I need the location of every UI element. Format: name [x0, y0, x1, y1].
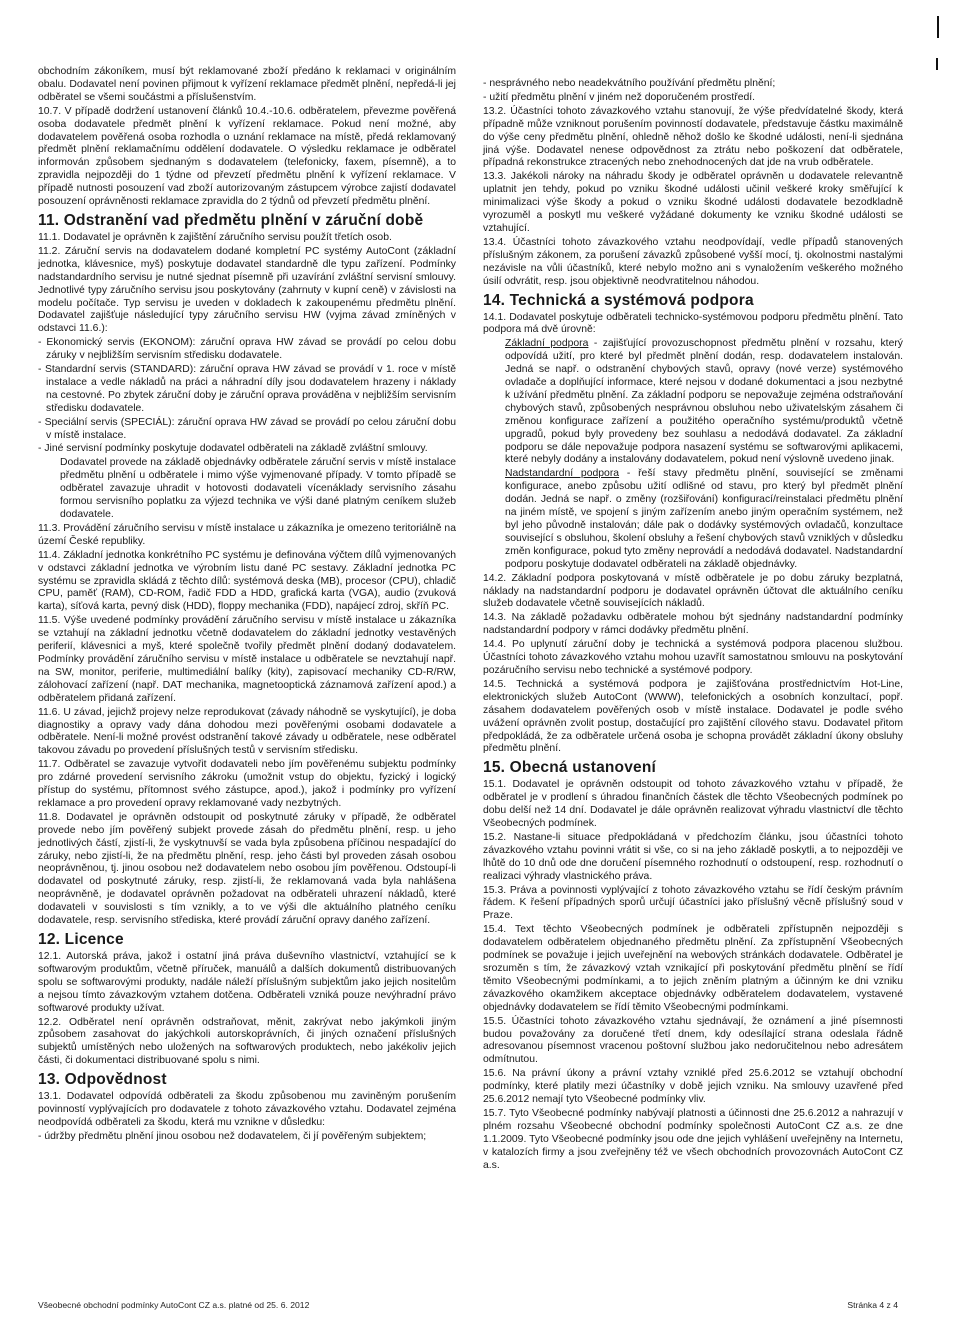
heading-section-12: 12. Licence [38, 931, 124, 948]
heading-section-11: 11. Odstranění vad předmětu plnění v záruční době [38, 211, 424, 229]
list-item-other: - Jiné servisní podmínky poskytuje dodavatel odběrateli na základě zvláštní smlouvy. [38, 443, 428, 455]
paragraph-14-4: 14.4. Po uplynutí záruční doby je technická a systémová podpora placenou službou. Účastníci tohoto závazkového vztahu mohou uzavřít samostatnou smlouvu na poskytování pozáručního servisu nebo technické a systémové podpory. [483, 639, 903, 676]
list-item-ekonom: - Ekonomický servis (EKONOM): záruční oprava HW závad se provádí po celou dobu záruky v nejbližším servisním středisku dodavatele. [38, 337, 456, 362]
text-zakladni-podpora: - zajišťující provozuschopnost předmětu plnění v rozsahu, který odpovídá užití, pro které byl předmět plnění dodán, resp. dodavatelem instalován. Jedná se např. o odstranění chybových stavů, opravy (nové verze) systémového ovladače a doplňující informace, které nejsou v dodané dokumentaci a jsou nezbytné k užívání předmětu plnění. Za základní podporu se nepovažuje zejména odstraňování chybových stavů, způsobených nesprávnou obsluhou nebo uživatelským zásahem či změnou konfigurace zařízení a použitého operačního systému/produktů včetně upgradů, pokud byly provedeny bez souhlasu a nedodává dodavatel. Za základní podporu se dále nepovažuje podpora nasazení systému se softwarovými aplikacemi, které nebyly dodány a instalovány dodavatelem, pokud není výslovně uvedeno jinak. [505, 338, 903, 466]
paragraph-15-5: 15.5. Účastníci tohoto závazkového vztahu sjednávají, že oznámení a jiné písemnosti budou považovány za doručené třetí dnem, kdy odesílající strana odeslala řádně adresovanou písemnost vracenou poštovní službou jako nedoručitelnou nebo adresátem odmítnutou. [483, 1015, 903, 1066]
paragraph-11-4: 11.4. Základní jednotka konkrétního PC systému je definována výčtem dílů vyjmenovaných v odstavci základní jednotka ve výrobním listu dané PC sestavy. Základní jednotka PC systému se zpravidla skládá z těchto dílů: systémová deska (MB), procesor (CPU), chladič CPU, paměť (RAM), CD-ROM, řadič FDD a HDD, grafická karta (VGA), audio (zvuková karta), síťová karta, pevný disk (HDD), floppy mechanika (FDD), napájecí zdroj, skříň PC. [38, 549, 456, 613]
paragraph-15-2: 15.2. Nastane-li situace předpokládaná v předchozím článku, jsou účastníci tohoto závazkového vztahu povinni vrátit si vše, co si na jeho základě poskytli, a to nejpozději ve lhůtě do 10 dnů ode dne doručení písemného rozhodnutí o odstoupení, resp. rozhodnutí o realizaci výhrady vlastnického práva. [483, 831, 903, 882]
paragraph-12-2: 12.2. Odběratel není oprávněn odstraňovat, měnit, zakrývat nebo jakýmkoli jiným způsobem zasahovat do jakýchkoli autorskoprávních, či jiných označení příslušných subjektů umístěných nebo uložených na softwarových produktech, nebo jakékoliv jejich části, či dokumentaci distribuované spolu s nimi. [38, 1016, 456, 1067]
paragraph-14-5: 14.5. Technická a systémová podpora je zajišťována prostřednictvím Hot-Line, elektronických služeb AutoCont (WWW), telefonických a osobních konzultací, popř. zásahem dodavatelem pověřených osob v místě instalace. Dodavatel je podle svého uvážení oprávněn zvolit postup, dostačující pro zajištění cílového stavu. Dodavatel přitom předpokládá, že za odběratele určená osoba je schopna provádět základní úkony obsluhy předmětu plnění. [483, 678, 903, 755]
paragraph-11-8: 11.8. Dodavatel je oprávněn odstoupit od poskytnuté záruky v případě, že odběratel provede nebo jím pověřený subjekt provede zásah do předmětu plnění, resp. u jeho jednotlivých částí, zjistí-li, že vyskytnuvší se vada byla způsobena příčinou nespadající do záruky, nebo zjistí-li, že na předmětu plnění, resp. jeho části byl proveden zásah osobou neoprávněnou, tj. jinou osobou než dodavatelem nebo osobou jím pověřenou. Odstoupí-li dodavatel od poskytnuté záruky, resp. zjistí-li, že reklamovaná vada byla nahlášena neoprávněně, je dodavatel oprávněn požadovat na odběrateli uhrazení nákladů, které dodavateli v souvislosti s tím vznikly, a to ve výši dle aktuálního platného ceníku dodavatele, resp. servisního střediska, které provádí záruční opravy daného zařízení. [38, 811, 456, 927]
heading-section-15: 15. Obecná ustanovení [483, 759, 657, 777]
label-zakladni-podpora: Základní podpora [505, 338, 589, 350]
text-nadstandardni-podpora: - řeší stavy předmětu plnění, související se změnami konfigurace, anebo způsobu užití odlišné od stavu, pro který byl předmět plnění dodán. Jedná se např. o změny (rozšiřování) konfigurací/reinstalaci předmětu plnění na jiném místě, ve spojení s jiným zařízením anebo jiným operačním systémem, než byl jeho původně instalován; dále pak o dodávky systémových ovladačů, konzultace související s obsluhou, školení obsluhy a řešení chybových stavů vzniklých v důsledku změn konfigurace, pokud tyto změny neprovádí a nedodává dodavatel. Nadstandardní podporu poskytuje dodavatel odběrateli na základě objednávky. [505, 468, 904, 570]
paragraph-14-1: 14.1. Dodavatel poskytuje odběrateli technicko-systémovou podporu předmětu plnění. Tato podpora má dvě úrovně: [483, 311, 903, 336]
paragraph-14-2: 14.2. Základní podpora poskytovaná v místě odběratele je po dobu záruky bezplatná, náklady na nadstandardní podporu je dodavatel oprávněn účtovat dle aktuálního ceníku služeb dodavatele včetně souvisejících nákladů. [483, 572, 903, 610]
heading-section-14: 14. Technická a systémová podpora [483, 291, 754, 309]
paragraph-nadstandardni-podpora [483, 468, 903, 571]
paragraph-14-3: 14.3. Na základě požadavku odběratele mohou být sjednány nadstandardní podmínky nadstandardní podpory v rámci dodávky předmětu plnění. [483, 612, 903, 637]
footer-page-number: Stránka 4 z 4 [847, 1300, 898, 1310]
paragraph-11-1: 11.1. Dodavatel je oprávněn k zajištění záručního servisu použít třetích osob. [38, 231, 392, 243]
paragraph-13-1: 13.1. Dodavatel odpovídá odběrateli za škodu způsobenou mu zaviněným porušením povinností vyplývajících pro dodavatele z tohoto závazkového vztahu. Dodavatel zejména neodpovídá odběrateli za škodu, která mu vznikne v důsledku: [38, 1091, 456, 1128]
paragraph-13-4: 13.4. Účastníci tohoto závazkového vztahu neodpovídají, vedle případů stanovených příslušným zákonem, za porušení závazků způsobené vyšší mocí, tj. okolnostmi nastalými nezávisle na vůli účastníků, které nebylo možno ani s vynaložením veškerého možného úsilí odvrátit, resp. jsou objektivně neodvratitelnou náhodou. [483, 236, 903, 287]
scan-mark [937, 16, 939, 38]
list-item-uziti: - užití předmětu plnění v jiném než doporučeném prostředí. [483, 91, 756, 103]
paragraph-10-7: 10.7. V případě dodržení ustanovení článků 10.4.-10.6. odběratelem, převezme pověřená osoba dodavatele předmět plnění k vyřízení reklamace. Pokud není možné, aby dodavatelem pověřená osoba rozhodla o uznání reklamace na místě, předá reklamovaný předmět plnění reklamačnímu oddělení dodavatele. O výsledku reklamace je odběratel informován způsobem sjednaným s dodavatelem (telefonicky, faxem, písemně), a to zpravidla nejpozději do 1 týdne od převzetí předmětu plnění k vyřízení reklamace. V případě nutnosti posouzení vad zboží autorizovaným zástupcem výrobce zajistí dodavatel posouzení oprávněnosti reklamace zpravidla do 2 týdnů od převzetí předmětu plnění. [38, 105, 456, 208]
paragraph-15-4: 15.4. Text těchto Všeobecných podmínek je odběrateli zpřístupněn nejpozději s dodavatelem odběratelem objednaného předmětu plnění. Za zpřístupnění Všeobecných podmínek se považuje i jejich uveřejnění na webových stránkách dodavatele. Odběratel je srozuměn s tím, že závazkový vztah vznikající při poskytování předmětu plnění se řídí těmito Všeobecnými podmínkami, a to jejich zněním platným a účinným ke dni vzniku závazkového okamžikem akceptace objednávky odběratelem dodavatelem, vystavené objednávky dodavatelem se řídí těmito Všeobecnými podmínkami. [483, 924, 903, 1013]
paragraph-15-7: 15.7. Tyto Všeobecné podmínky nabývají platnosti a účinnosti dne 25.6.2012 a nahrazují v plném rozsahu Všeobecné obchodní podmínky společnosti AutoCont CZ a.s. ze dne 1.1.2009. Tyto Všeobecné podmínky jsou ode dne jejich vyhlášení uveřejněny na Internetu, v katalozích firmy a jsou zveřejněny též ve všech obchodních provozovnách AutoCont CZ a.s. [483, 1107, 903, 1171]
paragraph-12-1: 12.1. Autorská práva, jakož i ostatní jiná práva duševního vlastnictví, vztahující se k softwarovým produktům, včetně příruček, manuálů a dalších dokumentů distribuovaných spolu se softwarovými produkty, nadále náleží příslušným subjektům jako jejich nositelům a nejsou tímto závazkovým vztahem dotčena. Odběrateli vzniká pouze nevýhradní právo softwarové produkty užívat. [38, 951, 456, 1014]
heading-section-13: 13. Odpovědnost [38, 1071, 167, 1089]
footer-document-title: Všeobecné obchodní podmínky AutoCont CZ a.s. platné od 25. 6. 2012 [38, 1300, 310, 1310]
paragraph-13-2: 13.2. Účastníci tohoto závazkového vztahu stanovují, že výše předvídatelné škody, která případně může vzniknout porušením povinností dodavatele, představuje částku maximálně do výše ceny předmětu plnění, ohledně něhož došlo ke škodné události, není-li sjednána jiná výše. Dodavatel nenese odpovědnost za ztrátu nebo poškození dat odběratele, případná rekonstrukce ztracených nebo znehodnocených dat jde na vrub odběratele. [483, 105, 903, 169]
paragraph-intro: obchodním zákoníkem, musí být reklamované zboží předáno k reklamaci v originálním obalu. Dodavatel není povinen přijmout k vyřízení reklamace předmět plnění, nepředá-li jej odběratel se všemi součástmi a příslušenstvím. [38, 66, 456, 103]
paragraph-15-1: 15.1. Dodavatel je oprávněn odstoupit od tohoto závazkového vztahu v případě, že odběratel je v prodlení s úhradou finančních částek dle těchto Všeobecných podmínek po dobu delší než 14 dní. Dodavatel je dále oprávněn realizovat výhradu vlastnictví dle těchto Všeobecných podmínek. [483, 779, 903, 830]
list-item-standard: - Standardní servis (STANDARD): záruční oprava HW závad se provádí v 1. roce v místě instalace a vedle nákladů na práci a náhradní díly jsou dodavatelem hrazeny i náklady na cestovné. Po zbytek záruční doby je záruční oprava prováděna v nejbližším servisním středisku dodavatele. [38, 364, 456, 414]
list-item-nespravneho: - nesprávného nebo neadekvátního používání předmětu plnění; [483, 78, 776, 89]
paragraph-13-3: 13.3. Jakékoli nároky na náhradu škody je odběratel oprávněn u dodavatele relevantně uplatnit jen tehdy, pokud po vzniku škodné události učinil veškeré kroky směřující k minimalizaci výše škody a pokud o vzniku škodné události dodavatele bezodkladně vyrozuměl a poskytl mu veškeré vyžádané dokumenty ke vzniku škodné události se vztahující. [483, 171, 903, 234]
list-item-udrzby: - údržby předmětu plnění jinou osobou než dodavatelem, či jí pověřeným subjektem; [38, 1130, 427, 1142]
paragraph-11-3: 11.3. Provádění záručního servisu v místě instalace u zákazníka je omezeno teritoriálně na území České republiky. [38, 522, 456, 547]
paragraph-11-7: 11.7. Odběratel se zavazuje vytvořit dodavateli nebo jím pověřenému subjektu podmínky pro zdárné provedení servisního zákroku (umožnit vstup do objektu, fyzický i logický přístup do systému, přítomnost svého zástupce, apod.), jakož i podmínky pro vyřízení reklamace a pro provedení opravy reklamované vady nezbytných. [38, 759, 456, 809]
list-item-special: - Speciální servis (SPECIÁL): záruční oprava HW závad se provádí po celou záruční dobu v místě instalace. [38, 416, 456, 441]
paragraph-11-6: 11.6. U závad, jejichž projevy nelze reprodukovat (závady náhodně se vyskytující), je doba diagnostiky a opravy vady dána dohodou mezi pověřenými osobami dodavatele a odběratele. Není-li možné provést odstranění takové závady u odběratele, nese odběratel takovou závadu po provedení příslušných testů v servisním středisku. [38, 706, 456, 757]
label-nadstandardni-podpora: Nadstandardní podpora [505, 468, 620, 480]
paragraph-other-continued: Dodavatel provede na základě objednávky odběratele záruční servis v místě instalace předmětu plnění u odběratele i mimo výše vyjmenované případy. V tomto případě se odběratel zavazuje uhradit v hotovosti dodavateli vícenáklady servisního zásahu formou servisního poplatku za výjezd technika ve výši dané platným ceníkem služeb dodavatele. [60, 457, 456, 520]
scan-mark [936, 58, 938, 70]
paragraph-zakladni-podpora [483, 338, 903, 467]
paragraph-15-3: 15.3. Práva a povinnosti vyplývající z tohoto závazkového vztahu se řídí českým právním řádem. K řešení případných sporů určují účastníci jako příslušný věcně příslušný soud v Praze. [483, 884, 903, 922]
right-column [483, 78, 903, 1174]
paragraph-15-6: 15.6. Na právní úkony a právní vztahy vzniklé před 25.6.2012 se vztahují obchodní podmínky, které platily mezi účastníky v době jejich vzniku. Na smlouvy uzavřené před 25.6.2012 nemají tyto Všeobecné podmínky vliv. [483, 1068, 903, 1106]
paragraph-11-5: 11.5. Výše uvedené podmínky provádění záručního servisu v místě instalace u zákazníka se vztahují na základní jednotku včetně dodavatelem do základní jednotky vestavěných periferií, klávesnici a myš, které společně tvořily předmět plnění dodaný dodavatelem. Podmínky provádění záručního servisu v místě instalace u odběratele se nevztahují např. na SW, monitor, periferie, multimediální balíky (kity), zapisovací mechaniky CD-R/RW, zálohovací zařízení (např. DAT mechanika, magnetooptická záznamová zařízení apod.) a odběratelem přidaná zařízení. [38, 615, 456, 704]
left-column [38, 66, 456, 1145]
paragraph-11-2: 11.2. Záruční servis na dodavatelem dodané kompletní PC systémy AutoCont (základní jednotka, klávesnice, myš) poskytuje dodavatel standardně dle typu zařízení. Podmínky nadstandardního servisu je nutné sjednat písemně při uzavírání zvláštní servisní smlouvy. Jednotlivé typy záručního servisu jsou poskytovány (zahrnuty v kupní ceně) v závislosti na modelu počítače. Typ servisu je uveden v dokladech k zakoupenému předmětu plnění. Dodavatel zajišťuje následující typy záručního servisu HW (vyjma závad zmíněných v odstavci 11.6.): [38, 245, 456, 335]
